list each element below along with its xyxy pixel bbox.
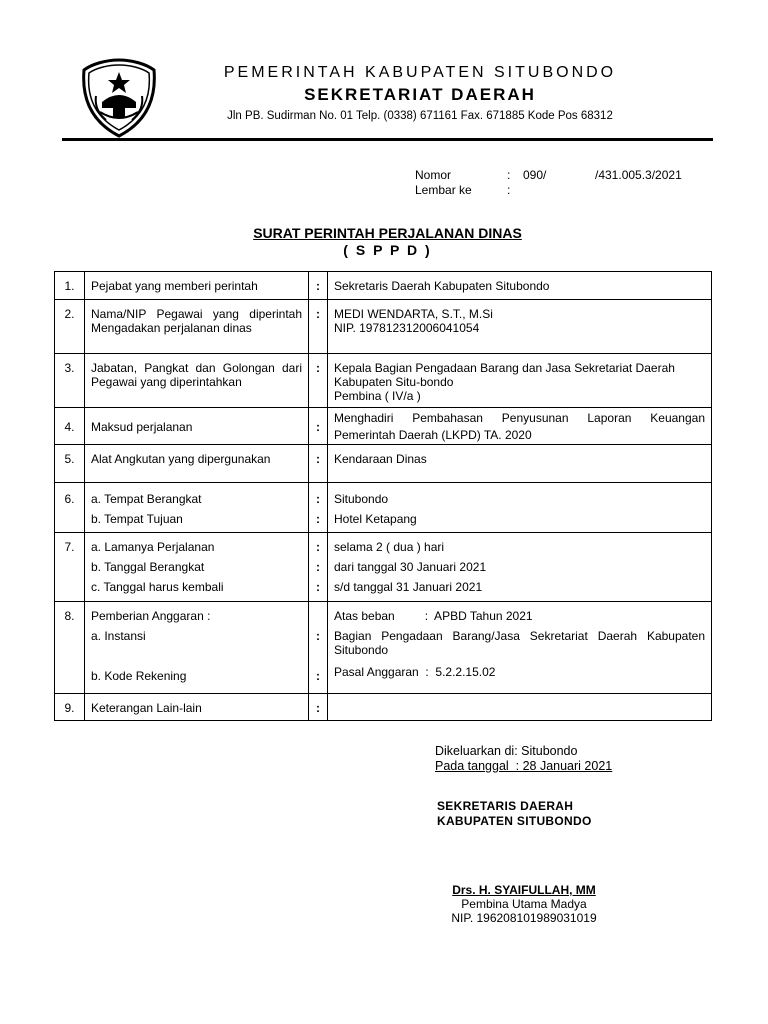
- budget-agency: Bagian Pengadaan Barang/Jasa Sekretariat Daerah Kabupaten Situbondo: [334, 629, 705, 657]
- nomor-colon: :: [507, 168, 511, 182]
- table-row: [55, 694, 712, 721]
- title-sub: ( S P P D ): [343, 242, 432, 258]
- row-colon: :: [316, 669, 320, 683]
- signatory-nip: NIP. 196208101989031019: [451, 911, 597, 925]
- row-value: Kendaraan Dinas: [328, 445, 712, 483]
- row-colon: :: [309, 694, 328, 721]
- row-number: 2.: [55, 300, 85, 354]
- table-row: [55, 354, 712, 408]
- row-number: 7.: [55, 533, 85, 602]
- row-colon: :: [316, 540, 320, 554]
- row-value: Sekretaris Daerah Kabupaten Situbondo: [328, 272, 712, 300]
- employee-nip: NIP. 197812312006041054: [334, 321, 480, 335]
- row-colon: :: [309, 272, 328, 300]
- departure-date: dari tanggal 30 Januari 2021: [334, 560, 487, 574]
- row-colon: :: [309, 408, 328, 445]
- budget-account: Pasal Anggaran : 5.2.2.15.02: [334, 665, 496, 679]
- issued-date: Pada tanggal : 28 Januari 2021: [435, 759, 613, 773]
- signatory-title-line1: SEKRETARIS DAERAH: [437, 799, 574, 813]
- employee-position: Kepala Bagian Pengadaan Barang dan Jasa Sekretariat Daerah Kabupaten Situ-bondo: [334, 361, 675, 389]
- row-label: Pejabat yang memberi perintah: [85, 272, 309, 300]
- row-label: b. Tempat Tujuan: [91, 512, 183, 526]
- table-row: [55, 408, 712, 445]
- row-label: Jabatan, Pangkat dan Golongan dari Pegawai yang diperintahkan: [91, 361, 302, 389]
- row-number: 8.: [55, 602, 85, 694]
- office-address: Jln PB. Sudirman No. 01 Telp. (0338) 671161 Fax. 671885 Kode Pos 68312: [227, 110, 613, 122]
- row-label: Nama/NIP Pegawai yang diperintah Mengadakan perjalanan dinas: [91, 307, 302, 335]
- signatory-rank: Pembina Utama Madya: [461, 897, 587, 911]
- nomor-suffix: /431.005.3/2021: [595, 168, 682, 182]
- budget-source: Atas beban : APBD Tahun 2021: [334, 609, 533, 623]
- signatory-title: [437, 799, 592, 829]
- signatory-name: Drs. H. SYAIFULLAH, MM: [452, 883, 596, 897]
- regency-crest-icon: [80, 58, 158, 138]
- row-value: [328, 694, 712, 721]
- row-number: 1.: [55, 272, 85, 300]
- row-label: b. Tanggal Berangkat: [91, 560, 205, 574]
- title-main: SURAT PERINTAH PERJALANAN DINAS: [253, 225, 522, 241]
- row-colon: :: [316, 512, 320, 526]
- nomor-label: Nomor: [415, 168, 452, 182]
- row-number: 5.: [55, 445, 85, 483]
- row-label: a. Lamanya Perjalanan: [91, 540, 215, 554]
- row-label: Maksud perjalanan: [85, 408, 309, 445]
- departure-place: Situbondo: [334, 492, 389, 506]
- reference-block: [415, 168, 682, 198]
- letterhead-divider: [62, 138, 713, 141]
- row-label: a. Instansi: [91, 629, 146, 643]
- government-name: PEMERINTAH KABUPATEN SITUBONDO: [223, 64, 617, 81]
- document-title: [62, 225, 713, 258]
- row-colon: :: [309, 445, 328, 483]
- table-row: [55, 533, 712, 602]
- office-name: SEKRETARIAT DAERAH: [304, 85, 536, 104]
- row-colon: :: [309, 300, 328, 354]
- row-number: 4.: [55, 408, 85, 445]
- row-label: b. Kode Rekening: [91, 669, 187, 683]
- nomor-value: 090/: [523, 168, 547, 182]
- table-row: [55, 272, 712, 300]
- lembar-label: Lembar ke: [415, 183, 472, 197]
- employee-name: MEDI WENDARTA, S.T., M.Si: [334, 307, 493, 321]
- row-colon: :: [309, 354, 328, 408]
- issued-block: [435, 744, 612, 774]
- row-value: Menghadiri Pembahasan Penyusunan Laporan Keuangan Pemerintah Daerah (LKPD) TA. 2020: [334, 411, 705, 442]
- row-label: Keterangan Lain-lain: [85, 694, 309, 721]
- row-colon: :: [316, 629, 320, 643]
- row-label: Pemberian Anggaran :: [91, 609, 211, 623]
- return-date: s/d tanggal 31 Januari 2021: [334, 580, 483, 594]
- row-number: 3.: [55, 354, 85, 408]
- signatory-block: [440, 883, 608, 925]
- destination-place: Hotel Ketapang: [334, 512, 417, 526]
- sppd-table: [54, 271, 712, 721]
- table-row: [55, 445, 712, 483]
- row-colon: :: [316, 492, 320, 506]
- lembar-colon: :: [507, 183, 511, 197]
- row-label: a. Tempat Berangkat: [91, 492, 202, 506]
- row-label: c. Tanggal harus kembali: [91, 580, 224, 594]
- row-number: 6.: [55, 483, 85, 533]
- issued-place: Dikeluarkan di: Situbondo: [435, 744, 578, 758]
- table-row: [55, 602, 712, 694]
- employee-rank: Pembina ( IV/a ): [334, 389, 421, 403]
- row-colon: :: [316, 560, 320, 574]
- signatory-title-line2: KABUPATEN SITUBONDO: [437, 814, 592, 828]
- table-row: [55, 483, 712, 533]
- row-colon: :: [316, 580, 320, 594]
- trip-duration: selama 2 ( dua ) hari: [334, 540, 445, 554]
- row-label: Alat Angkutan yang dipergunakan: [85, 445, 309, 483]
- row-number: 9.: [55, 694, 85, 721]
- table-row: [55, 300, 712, 354]
